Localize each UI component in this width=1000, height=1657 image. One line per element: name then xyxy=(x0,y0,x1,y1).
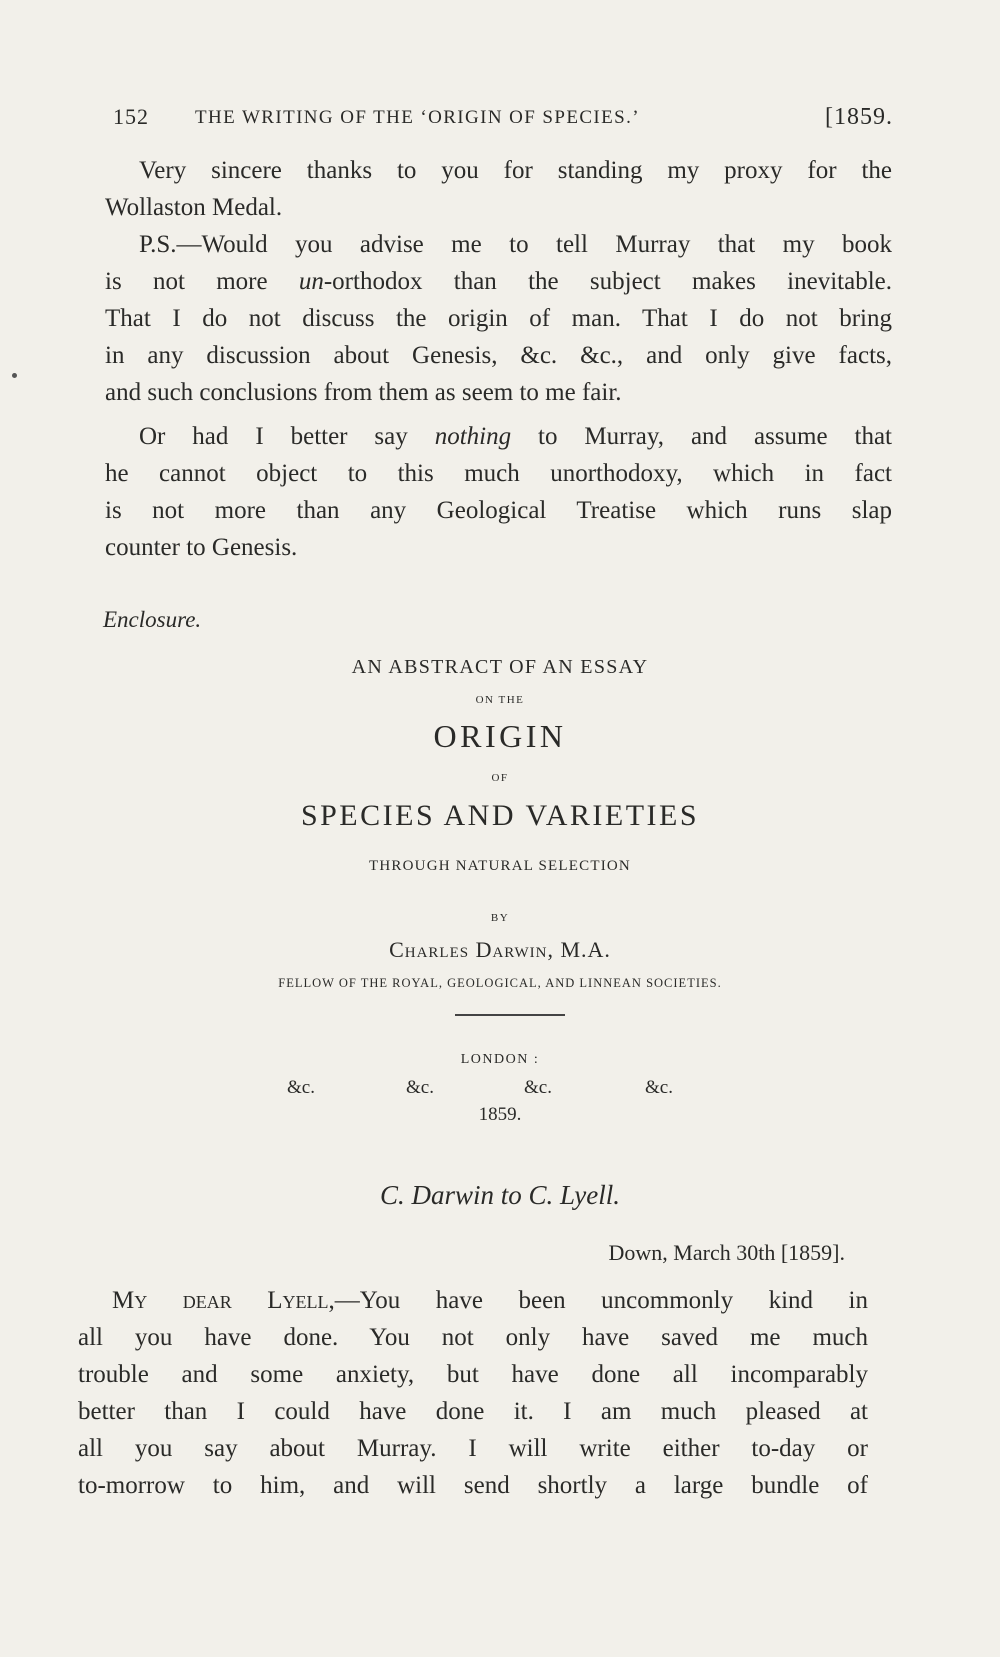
letter-body xyxy=(78,1282,868,1504)
header-year: [1859. xyxy=(825,104,893,130)
text-line: Or had I better say nothing to Murray, and assume that xyxy=(139,423,892,450)
page-number: 152 xyxy=(113,104,149,129)
title-author: Charles Darwin, M.A. xyxy=(389,937,611,962)
text-line: and such conclusions from them as seem to me fair. xyxy=(105,379,622,406)
etc: &c. xyxy=(287,1077,315,1098)
title-london: LONDON : xyxy=(460,1052,540,1067)
text-line: Wollaston Medal. xyxy=(105,194,283,221)
text-line: My dear Lyell,—You have been uncommonly kind in xyxy=(112,1287,868,1314)
text-line: is not more than any Geological Treatise which runs slap xyxy=(105,497,892,524)
text-line: to-morrow to him, and will send shortly a large bundle of xyxy=(78,1472,868,1499)
running-title: THE WRITING OF THE ‘ORIGIN OF SPECIES.’ xyxy=(195,107,640,128)
title-of: OF xyxy=(491,772,509,784)
salutation: My dear Lyell, xyxy=(112,1287,335,1314)
title-year: 1859. xyxy=(478,1104,522,1125)
emphasis: nothing xyxy=(434,423,512,450)
title-origin: ORIGIN xyxy=(433,718,567,754)
text-line: counter to Genesis. xyxy=(105,534,298,561)
title-by: BY xyxy=(490,912,510,924)
title-on-the: ON THE xyxy=(475,694,525,706)
etc: &c. xyxy=(406,1077,434,1098)
etc: &c. xyxy=(524,1077,552,1098)
letter-closing xyxy=(105,152,892,226)
title-species: SPECIES AND VARIETIES xyxy=(300,799,700,832)
text-line: trouble and some anxiety, but have done all incomparably xyxy=(78,1361,868,1388)
text-line: is not more un-orthodox than the subject makes inevitable. xyxy=(105,268,892,295)
text-line: all you say about Murray. I will write either to-day or xyxy=(78,1435,868,1462)
postscript-paragraph xyxy=(105,226,892,411)
text-line: in any discussion about Genesis, &c. &c., and only give facts, xyxy=(105,342,892,369)
text-line: he cannot object to this much unorthodoxy, which in fact xyxy=(105,460,892,487)
dateline: Down, March 30th [1859]. xyxy=(608,1240,845,1265)
title-rule xyxy=(455,1014,565,1016)
etc: &c. xyxy=(645,1077,673,1098)
postscript-second-paragraph xyxy=(105,418,892,566)
title-fellow: FELLOW OF THE ROYAL, GEOLOGICAL, AND LINNEAN SOCIETIES. xyxy=(278,976,722,990)
title-line-abstract: AN ABSTRACT OF AN ESSAY xyxy=(351,656,649,678)
text-line: That I do not discuss the origin of man. That I do not bring xyxy=(105,305,892,332)
margin-speck xyxy=(12,373,17,378)
enclosure-label: Enclosure. xyxy=(103,607,202,632)
text-line: better than I could have done it. I am much pleased at xyxy=(78,1398,868,1425)
text-line: P.S.—Would you advise me to tell Murray that my book xyxy=(139,231,892,258)
title-through: THROUGH NATURAL SELECTION xyxy=(369,858,631,874)
letter-heading: C. Darwin to C. Lyell. xyxy=(380,1180,620,1210)
text-line: Very sincere thanks to you for standing my proxy for the xyxy=(139,157,892,184)
text-line: all you have done. You not only have saved me much xyxy=(78,1324,868,1351)
